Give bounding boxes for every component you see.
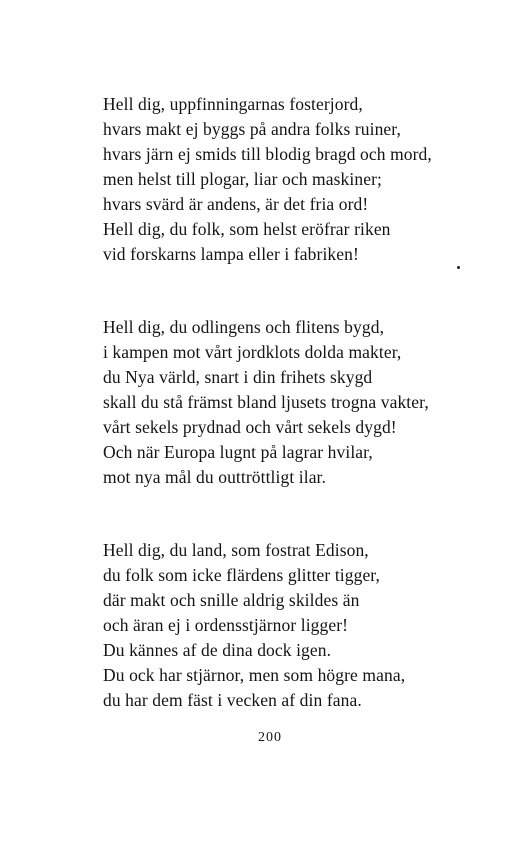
poem-line: Du ock har stjärnor, men som högre mana, xyxy=(103,665,406,685)
poem-line: i kampen mot vårt jordklots dolda makter, xyxy=(103,342,402,362)
poem-line: Och när Europa lugnt på lagrar hvilar, xyxy=(103,442,373,462)
poem-line: du Nya värld, snart i din frihets skygd xyxy=(103,367,373,387)
poem-line: och äran ej i ordensstjärnor ligger! xyxy=(103,615,349,635)
poem-line: vårt sekels prydnad och vårt sekels dygd! xyxy=(103,417,397,437)
poem-line: där makt och snille aldrig skildes än xyxy=(103,590,360,610)
poem-line: du folk som icke flärdens glitter tigger, xyxy=(103,565,381,585)
poem-line: Hell dig, uppfinningarnas fosterjord, xyxy=(103,94,363,114)
poem-line: Hell dig, du odlingens och flitens bygd, xyxy=(103,317,385,337)
poem-line: Du kännes af de dina dock igen. xyxy=(103,640,332,660)
poem-line: Hell dig, du folk, som helst eröfrar riken xyxy=(103,219,391,239)
poem-line: hvars järn ej smids till blodig bragd och mord, xyxy=(103,144,432,164)
poem-line: skall du stå främst bland ljusets trogna vakter, xyxy=(103,392,429,412)
poem-line: hvars makt ej byggs på andra folks ruiner, xyxy=(103,119,401,139)
poem-line: hvars svärd är andens, är det fria ord! xyxy=(103,194,369,214)
poem-line: men helst till plogar, liar och maskiner; xyxy=(103,169,382,189)
poem-line: mot nya mål du outtröttligt ilar. xyxy=(103,467,326,487)
stanza-1 xyxy=(103,92,503,267)
page-number: 200 xyxy=(258,730,282,745)
poem-line: du har dem fäst i vecken af din fana. xyxy=(103,690,362,710)
poem-line: Hell dig, du land, som fostrat Edison, xyxy=(103,540,369,560)
poem-line: vid forskarns lampa eller i fabriken! xyxy=(103,244,359,264)
stanza-2 xyxy=(103,315,503,490)
ink-speck xyxy=(457,266,460,269)
stanza-3 xyxy=(103,538,503,713)
